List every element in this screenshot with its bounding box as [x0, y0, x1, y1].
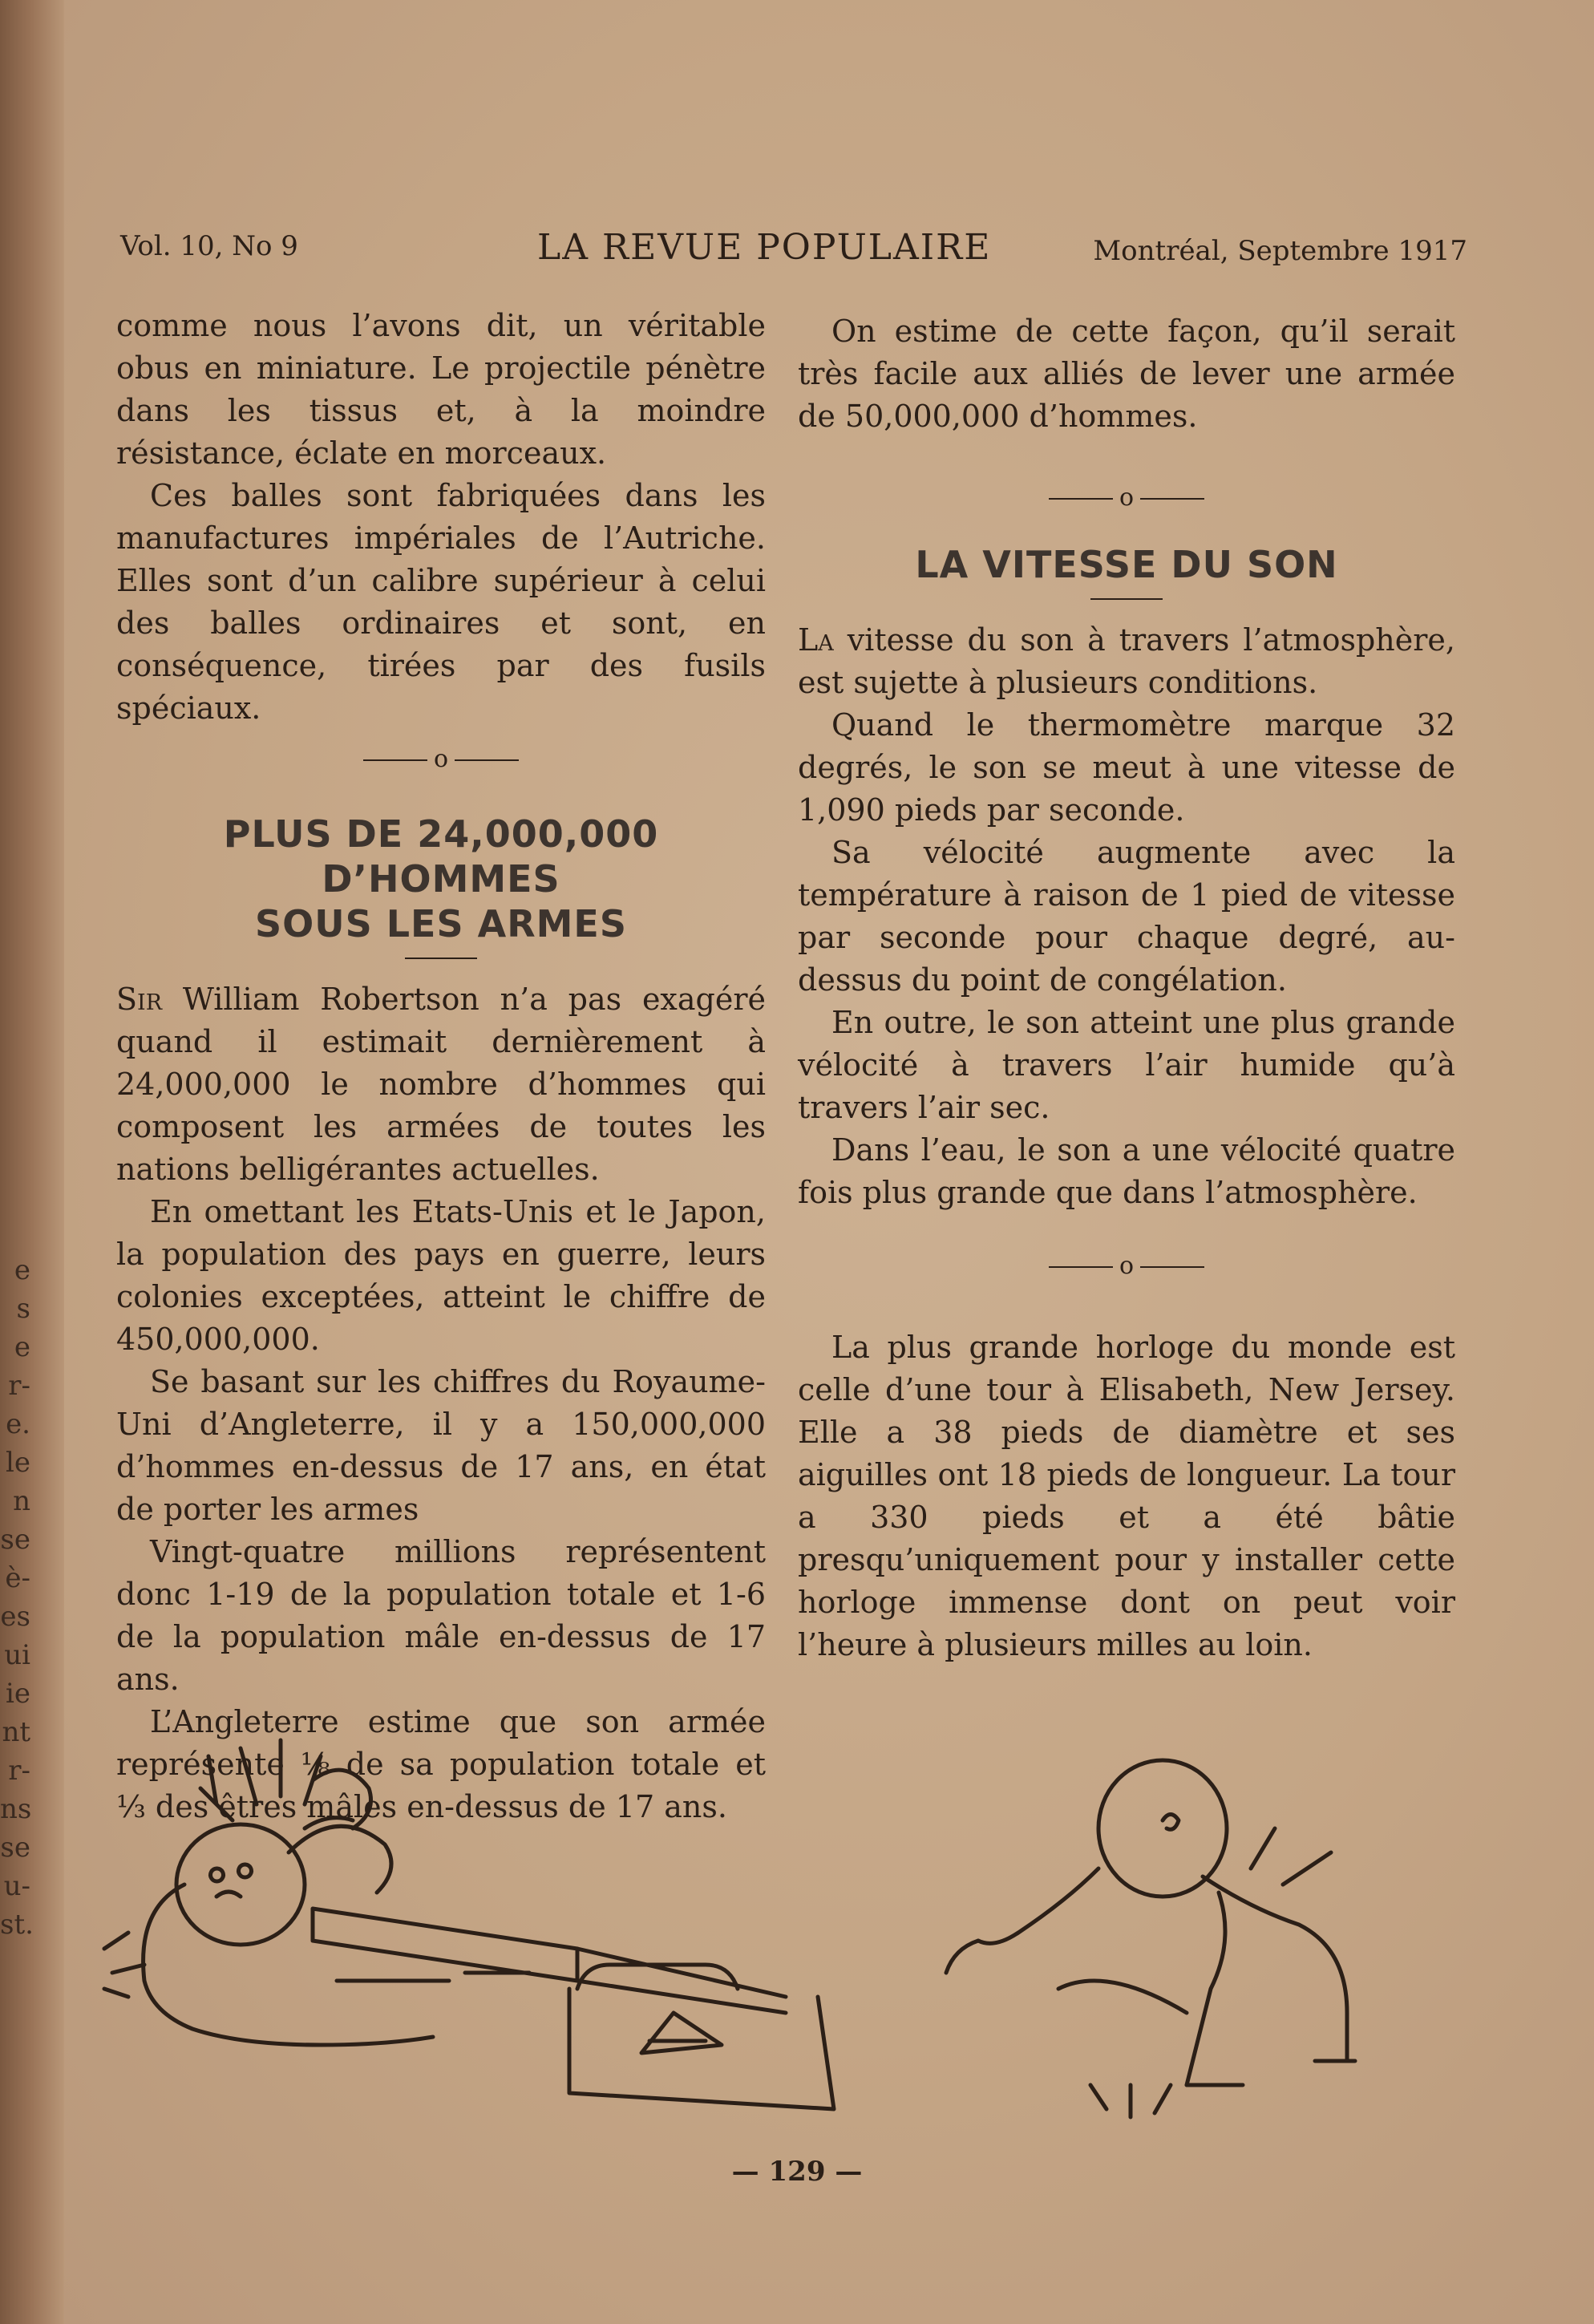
headline-rule — [405, 958, 477, 959]
gutter-fragment: se — [0, 1524, 30, 1556]
drop-cap: Sir — [116, 982, 163, 1017]
gutter-text-fragments — [0, 1251, 32, 1944]
paragraph: L’Angleterre estime que son armée représente ⅛ de sa population totale et ⅓ des êtres mâles en-dessus de 17 ans. — [116, 1704, 766, 1824]
paragraph: Dans l’eau, le son a une vélocité quatre fois plus grande que dans l’atmosphère. — [798, 1132, 1455, 1210]
gutter-fragment: ie — [6, 1678, 30, 1710]
gutter-fragment: e — [14, 1254, 30, 1286]
publication-title: LA REVUE POPULAIRE — [537, 227, 992, 268]
gutter-fragment: e. — [6, 1408, 30, 1440]
volume-number: Vol. 10, No 9 — [120, 230, 298, 262]
gutter-fragment: n — [13, 1485, 30, 1517]
section-separator: o — [798, 1246, 1455, 1286]
gutter-fragment: r- — [8, 1370, 30, 1402]
gutter-fragment: ns — [0, 1793, 32, 1825]
gutter-fragment: le — [6, 1447, 30, 1479]
paragraph: On estime de cette façon, qu’il serait très facile aux alliés de lever une armée de 50,000,000 d’hommes. — [798, 314, 1455, 434]
gutter-fragment: nt — [2, 1716, 30, 1748]
paragraph: La plus grande horloge du monde est celle d’une tour à Elisabeth, New Jersey. Elle a 38 pieds de diamètre et ses aiguilles ont 18 pieds de longueur. La tour a 330 pieds et a été bâtie presqu’uniquement pour y installer cette horloge immense dont on peut voir l’heure à plusieurs milles au loin. — [798, 1330, 1455, 1662]
gutter-fragment: s — [16, 1293, 30, 1325]
cartoon-illustration — [96, 1724, 1475, 2141]
drop-cap: La — [798, 622, 834, 658]
paragraph: En omettant les Etats-Unis et le Japon, la population des pays en guerre, leurs colonies exceptées, atteint le chiffre de 450,000,000. — [116, 1194, 766, 1357]
section-separator: o — [798, 478, 1455, 518]
article-headline: LA VITESSE DU SON — [915, 543, 1338, 586]
paragraph: comme nous l’avons dit, un véritable obus en miniature. Le projectile pénètre dans les tissus et, à la moindre résistance, éclate en morceaux. — [116, 308, 766, 471]
paragraph: Ces balles sont fabriquées dans les manufactures impériales de l’Autriche. Elles sont d’un calibre supérieur à celui des balles ordinaires et sont, en conséquence, tirées par des fusils spéciaux. — [116, 478, 766, 726]
gutter-fragment: st. — [0, 1909, 34, 1941]
cannon-drawing — [313, 1909, 834, 2109]
section-separator: o — [116, 739, 766, 779]
paragraph: En outre, le son atteint une plus grande vélocité à travers l’air humide qu’à travers l’air sec. — [798, 1005, 1455, 1125]
paragraph: La vitesse du son à travers l’atmosphère, est sujette à plusieurs conditions. — [798, 622, 1455, 700]
binding-gutter — [0, 0, 64, 2324]
gutter-fragment: se — [0, 1832, 30, 1864]
gutter-fragment: es — [0, 1601, 30, 1633]
paragraph: Sa vélocité augmente avec la température à raison de 1 pied de vitesse par seconde pour chaque degré, au-dessus du point de congélation. — [798, 835, 1455, 998]
page-number: — 129 — — [731, 2156, 863, 2188]
gutter-fragment: u- — [3, 1870, 30, 1902]
paragraph: Vingt-quatre millions représentent donc 1-19 de la population totale et 1-6 de la population mâle en-dessus de 17 ans. — [116, 1534, 766, 1697]
issue-date: Montréal, Septembre 1917 — [1093, 235, 1467, 267]
left-column — [116, 305, 766, 1828]
gutter-fragment: ui — [4, 1639, 30, 1671]
fallen-man-figure — [104, 1740, 529, 2045]
right-column — [798, 310, 1455, 1666]
page-header — [120, 227, 1467, 275]
paragraph: Sir William Robertson n’a pas exagéré quand il estimait dernièrement à 24,000,000 le nombre d’hommes qui composent les armées de toutes les nations belligérantes actuelles. — [116, 982, 766, 1187]
paragraph: Se basant sur les chiffres du Royaume-Uni d’Angleterre, il y a 150,000,000 d’hommes en-dessus de 17 ans, en état de porter les armes — [116, 1364, 766, 1527]
gutter-fragment: e — [14, 1331, 30, 1363]
gutter-fragment: r- — [8, 1755, 30, 1787]
gutter-fragment: è- — [5, 1562, 30, 1594]
article-headline: PLUS DE 24,000,000 D’HOMMES SOUS LES ARMES — [223, 812, 659, 945]
kneeling-man-figure — [946, 1760, 1355, 2117]
paragraph: Quand le thermomètre marque 32 degrés, le son se meut à une vitesse de 1,090 pieds par seconde. — [798, 707, 1455, 828]
headline-rule — [1090, 598, 1163, 600]
